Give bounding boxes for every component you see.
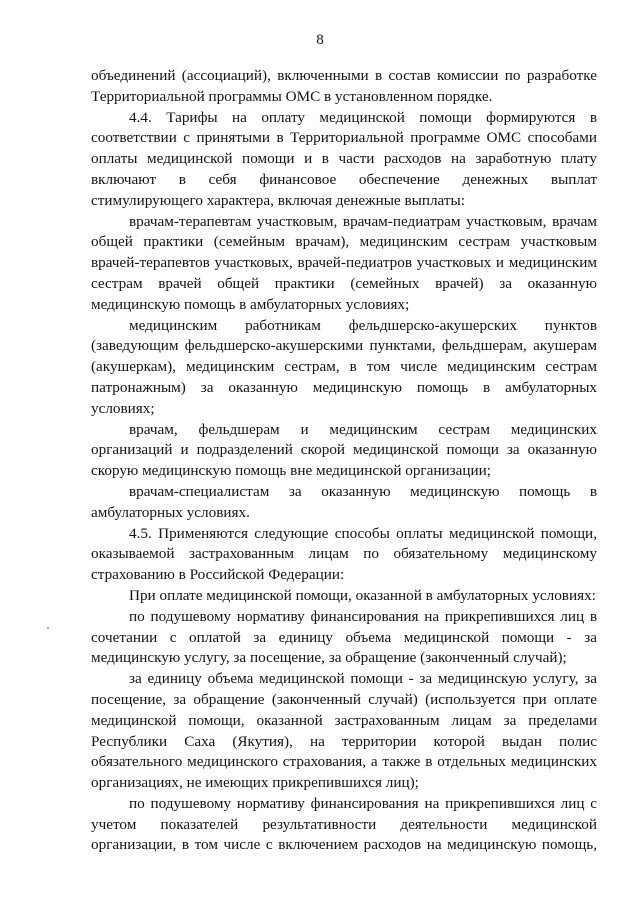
page-number: 8: [316, 32, 324, 48]
document-body: [91, 66, 597, 856]
list-item-feldsher-staff: медицинским работникам фельдшерско-акушерских пунктов (заведующим фельдшерско-акушерскими пунктами, фельдшерам, акушерам (акушеркам), медицинским сестрам, в том числе медицинским сестрам патронажным) за оказанную медицинскую помощь в амбулаторных условиях;: [91, 316, 597, 417]
list-item-specialists: врачам-специалистам за оказанную медицинскую помощь в амбулаторных условиях.: [91, 482, 597, 521]
list-item-unit-of-volume: за единицу объема медицинской помощи - за медицинскую услугу, за посещение, за обращение (законченный случай) (используется при оплате медицинской помощи, оказанной застрахованным лицам за пределами Республики Саха (Якутия), на территории которой выдан полис обязательного медицинского страхования, а также в отдельных медицинских организациях, не имеющих прикрепившихся лиц);: [91, 670, 597, 792]
list-item-per-capita-performance: по подушевому нормативу финансирования на прикрепившихся лиц с учетом показателей результативности деятельности медицинской организации, в том числе с включением расходов на медицинскую помощь,: [91, 794, 597, 854]
list-item-emergency-staff: врачам, фельдшерам и медицинским сестрам медицинских организаций и подразделений скорой медицинской помощи за оказанную скорую медицинскую помощь вне медицинской организации;: [91, 420, 597, 480]
list-item-per-capita-combined: по подушевому нормативу финансирования на прикрепившихся лиц в сочетании с оплатой за единицу объема медицинской помощи - за медицинскую услугу, за посещение, за обращение (законченный случай);: [91, 607, 597, 667]
scan-dot-mark: [47, 627, 49, 629]
paragraph-4-4: 4.4. Тарифы на оплату медицинской помощи формируются в соответствии с принятыми в Территориальной программе ОМС способами оплаты медицинской помощи и в части расходов на заработную плату включают в себя финансовое обеспечение денежных выплат стимулирующего характера, включая денежные выплаты:: [91, 108, 597, 209]
paragraph-continuation: объединений (ассоциаций), включенными в состав комиссии по разработке Территориальной программы ОМС в установленном порядке.: [91, 67, 597, 105]
list-item-district-doctors: врачам-терапевтам участковым, врачам-педиатрам участковым, врачам общей практики (семейным врачам), медицинским сестрам участковым врачей-терапевтов участковых, врачей-педиатров участковых и медицинским сестрам врачей общей практики (семейных врачей) за оказанную медицинскую помощь в амбулаторных условиях;: [91, 212, 597, 313]
paragraph-outpatient-intro: При оплате медицинской помощи, оказанной в амбулаторных условиях:: [129, 586, 596, 604]
paragraph-4-5: 4.5. Применяются следующие способы оплаты медицинской помощи, оказываемой застрахованным лицам по обязательному медицинскому страхованию в Российской Федерации:: [91, 524, 597, 584]
